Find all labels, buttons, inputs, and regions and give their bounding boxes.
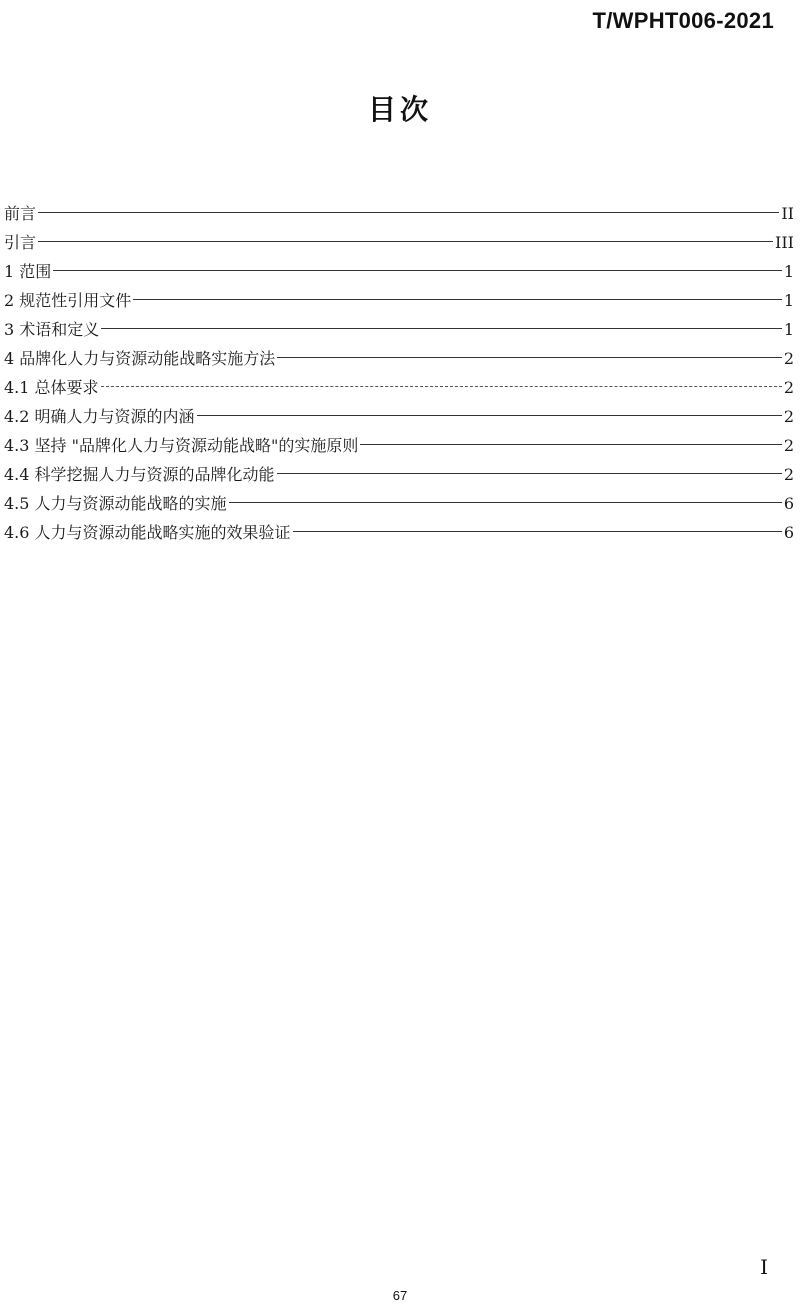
toc-leader-line bbox=[53, 270, 782, 271]
toc-leader-line bbox=[360, 444, 781, 445]
toc-title: 目次 bbox=[367, 93, 432, 126]
toc-leader-line bbox=[38, 212, 779, 213]
toc-entry-label: 4.5 人力与资源动能战略的实施 bbox=[4, 494, 227, 513]
toc-entry-label: 2 规范性引用文件 bbox=[4, 291, 132, 310]
toc-entry[interactable] bbox=[4, 518, 794, 547]
toc-entry-page: II bbox=[781, 204, 794, 223]
toc-leader-line bbox=[101, 328, 782, 329]
toc-entry-label: 引言 bbox=[4, 233, 37, 252]
toc-entry-page: 2 bbox=[783, 465, 794, 484]
toc-leader-line bbox=[229, 502, 782, 503]
toc-entry-label: 4 品牌化人力与资源动能战略实施方法 bbox=[4, 349, 276, 368]
toc-entry[interactable] bbox=[4, 315, 794, 344]
toc-leader-line bbox=[293, 531, 782, 532]
toc-entry[interactable] bbox=[4, 199, 794, 228]
toc-entry-label: 4.4 科学挖掘人力与资源的品牌化动能 bbox=[4, 465, 275, 484]
toc-leader-line bbox=[38, 241, 773, 242]
toc-entry-label: 4.1 总体要求 bbox=[4, 378, 99, 397]
toc-entry-label: 4.3 坚持 "品牌化人力与资源动能战略"的实施原则 bbox=[4, 436, 359, 455]
toc-entry-page: 1 bbox=[783, 320, 794, 339]
toc-entry-page: 1 bbox=[783, 262, 794, 281]
toc-entry-label: 1 范围 bbox=[4, 262, 52, 281]
toc-entry[interactable] bbox=[4, 286, 794, 315]
toc-entry[interactable] bbox=[4, 402, 794, 431]
toc-leader-line bbox=[197, 415, 782, 416]
toc-entry[interactable] bbox=[4, 431, 794, 460]
toc-entry[interactable] bbox=[4, 228, 794, 257]
roman-page-mark: I bbox=[760, 1255, 768, 1279]
toc-entry-page: 2 bbox=[783, 436, 794, 455]
toc-entry[interactable] bbox=[4, 373, 794, 402]
toc-entry[interactable] bbox=[4, 257, 794, 286]
toc-entry-page: 2 bbox=[783, 407, 794, 426]
toc-entry-label: 4.6 人力与资源动能战略实施的效果验证 bbox=[4, 523, 291, 542]
toc-entry-label: 前言 bbox=[4, 204, 37, 223]
toc-leader-line bbox=[277, 357, 782, 358]
toc-entry-label: 3 术语和定义 bbox=[4, 320, 100, 339]
toc-leader-line bbox=[133, 299, 782, 300]
toc-entry[interactable] bbox=[4, 489, 794, 518]
toc-entry-label: 4.2 明确人力与资源的内涵 bbox=[4, 407, 195, 426]
toc-leader-line bbox=[101, 386, 782, 387]
table-of-contents bbox=[4, 199, 794, 547]
toc-entry[interactable] bbox=[4, 460, 794, 489]
toc-entry-page: III bbox=[775, 233, 794, 252]
page-number: 67 bbox=[392, 1288, 408, 1303]
toc-entry-page: 1 bbox=[783, 291, 794, 310]
toc-entry-page: 2 bbox=[783, 349, 794, 368]
toc-entry-page: 6 bbox=[783, 494, 794, 513]
toc-entry[interactable] bbox=[4, 344, 794, 373]
toc-entry-page: 2 bbox=[783, 378, 794, 397]
toc-leader-line bbox=[277, 473, 782, 474]
document-code: T/WPHT006-2021 bbox=[592, 8, 774, 33]
toc-entry-page: 6 bbox=[783, 523, 794, 542]
